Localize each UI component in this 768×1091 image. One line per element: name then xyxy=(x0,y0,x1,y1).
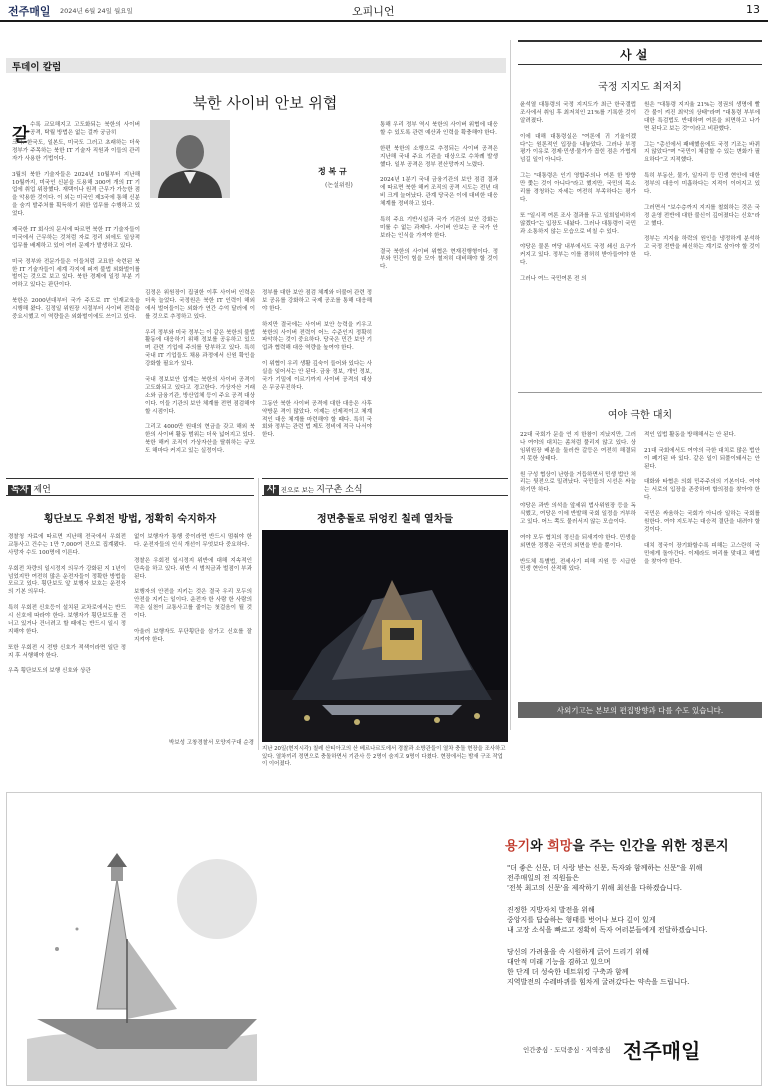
ad-paragraph-2 xyxy=(507,905,707,935)
reader-title: 횡단보도 우회전 방법, 정확히 숙지하자 xyxy=(43,514,217,525)
column-text-col1: 수록 교묘해지고 고도화되는 북한의 사이버 공격, 탁월 방법은 없는 걸까 궁금히 xyxy=(30,122,142,136)
photo-tag-mid: 진으로 보는 xyxy=(280,486,317,494)
ad-p2-line: 진정한 지방자치 발전을 위해 xyxy=(507,906,595,914)
editorial-tag-rule xyxy=(518,64,762,65)
ad-headline xyxy=(505,835,729,854)
ad-logo: 전주매일 xyxy=(623,1039,701,1063)
news-photo xyxy=(262,530,508,742)
column-tag-box xyxy=(6,58,506,73)
editorial-2-title: 여야 극한 대치 xyxy=(607,410,673,421)
editorial-1-col2: 원은 "대통령 지지율 21%는 정권의 생명에 빨간 불이 켜진 최악의 상태"라며 "대통령 부부에 대한 특검법도 반대하며 여론을 외면하고 나가면 된다고 보는 것"이라고 비판했다. 그는 "총선에서 패배했음에도 국정 기조는 바뀌지 않았다"며 "국민이 체감할 수 있는 변화가 필요하다"고 지적했다. 특히 부동산, 물가, 일자리 등 민생 현안에 대한 정부의 대응이 미흡하다는 지적이 이어지고 있다. 그러면서 "보수층까지 지지를 철회하는 것은 국정 운영 전반에 대한 불신이 깊어졌다는 신호"라고 했다. 정부는 지지율 하락의 원인을 냉정하게 분석하고 국정 전반을 쇄신하는 계기로 삼아야 할 것이다. xyxy=(644,102,760,259)
ad-p2-line: 중앙지를 답습하는 형태를 벗어나 보다 깊이 있게 xyxy=(507,916,656,924)
ad-illustration xyxy=(17,809,267,1081)
author-photo xyxy=(150,120,230,198)
issue-date: 2024년 6월 24일 월요일 xyxy=(60,7,133,15)
column-dropcap: 갈 xyxy=(12,125,30,146)
photo-caption-line2: 현장에서는 밤새 구조 작업이 이어졌다. xyxy=(262,753,503,767)
editorial-top-rule xyxy=(518,40,762,42)
header-rule xyxy=(0,20,768,22)
train-crash-image xyxy=(262,530,508,742)
reader-tag-rule xyxy=(6,495,254,496)
ad-p1-line: 전주매일의 전 직원들은 xyxy=(507,874,580,882)
photo-top-rule xyxy=(262,478,508,479)
ad-p1-line: "더 좋은 신문, 더 사랑 받는 신문, 독자와 함께하는 신문"을 위해 xyxy=(507,864,703,872)
house-ad-frame xyxy=(6,792,762,1086)
photo-tag-rest: 지구촌 소식 xyxy=(316,485,363,495)
column-text-col2: 김정은 위원장이 집권한 이후 사이버 인력은 더욱 늘었다. 국정원은 북한 IT 인력이 해외에서 벌어들이는 외화가 연간 수억 달러에 이를 것으로 추정하고 있다. 우리 정부와 미국 정부는 이 같은 북한의 불법 활동에 대응하기 위해 정보를 공유하고 있으며 관련 기업에 주의를 당부하고 있다. 특히 국내 IT 기업들도 채용 과정에서 신원 확인을 강화할 필요가 있다. 국내 정보보안 업계는 북한의 사이버 공격이 고도화되고 있다고 경고한다. 가상자산 거래소와 금융기관, 방산업체 등이 주요 공격 대상이다. 이들 기관의 보안 체계를 전면 점검해야 할 시점이다. 그리고 4000만 원대의 현금을 갖고 해외 북한의 사이버 활동 범위는 더욱 넓어지고 있다. 북한 해커 조직이 가상자산을 탈취하는 규모도 해마다 커지고 있는 실정이다. xyxy=(145,290,255,455)
author-name: 정 복 규 xyxy=(318,167,347,176)
reader-top-rule xyxy=(6,478,254,479)
column-text-col1b: 크다. 한국도, 일본도, 미국도 그러고 초래하는 더욱 정부가 주목하는 북한 IT 기술자 직원과 이들의 관리자가 사용한 기법이다. 3월의 북한 기술자들은 2024년 10월부터 지난해 10월까지, 미국인 신분을 도용해 300여 개의 IT 기업에 취업 위장했다. 재택이나 원격 근무가 가능한 점을 악용한 것이다. 이 외는 미국인 제3국에 통해 신분을 숨겨 발주처를 획득하기 위한 업무를 수행하고 있었다. 제국한 IT 회사의 문서에 따르면 북한 IT 기술자들이 미국에서 근무하는 것처럼 자료 정리 외에도 일상적 업무를 배제하고 있어 여러 문제가 발생하고 있다. 미국 정부와 전문가들은 이들처럼 교묘한 숙련된 북한 IT 기술자들이 세계 각지에 퍼져 불법 외화벌이를 벌이는 것으로 보고 있다. 북한 경제에 일정 부분 기여하고 있다는 판단이다. 북한은 2000년대부터 국가 주도로 IT 인재교육을 시행해 왔다. 김정일 위원장 시절부터 사이버 전력을 중요시했고 이 역량들은 외화벌이에도 쓰이고 있다. xyxy=(12,140,140,320)
photo-caption xyxy=(262,746,508,769)
column-divider xyxy=(510,40,511,730)
photo-caption-line1: 지난 20일(현지시각) 칠레 산티아고의 산 베르나르도에서 경찰과 소방관들이 열차 충돌 현장을 조사하고 있다. 열차끼리 정면으로 충돌하면서 기관사 등 2명이 숨지고 9명이 다쳤다. xyxy=(262,746,506,760)
column-title: 북한 사이버 안보 위협 xyxy=(192,94,338,112)
editorial-1-title: 국정 지지도 최저치 xyxy=(598,82,682,93)
ad-p3-line: 지역발전의 수레바퀴를 힘차게 굴려갔다는 약속을 드립니다. xyxy=(507,978,690,986)
photo-tag-rule xyxy=(262,495,508,496)
editorial-tag: 사 설 xyxy=(620,48,648,62)
ad-p3-line: 대안적 미래 기능을 겸하고 있으며 xyxy=(507,958,611,966)
photo-title: 정면충돌로 뒤엉킨 칠레 열차들 xyxy=(316,514,454,525)
editorial-divider xyxy=(518,392,762,393)
ad-p3-line: 한 단계 더 성숙한 네트워킹 구축과 함께 xyxy=(507,968,629,976)
author-portrait-icon xyxy=(150,120,230,198)
editorial-2-col2: 적인 입법 활동을 방해해서는 안 된다. 21대 국회에서도 여야의 극한 대치로 많은 법안이 폐기된 바 있다. 같은 일이 되풀이돼서는 안 된다. 대화와 타협은 의회 민주주의의 기본이다. 여야는 서로의 입장을 존중하며 합의점을 찾아야 한다. 국민은 싸움하는 국회가 아니라 일하는 국회를 원한다. 여야 지도부는 대승적 결단을 내려야 할 것이다. 대치 정국이 장기화할수록 피해는 고스란히 국민에게 돌아간다. 이제라도 머리를 맞대고 해법을 찾아야 한다. xyxy=(644,432,760,565)
editorial-2-col1: 22대 국회가 문을 연 지 한참이 지났지만, 그러나 여야의 대치는 좀처럼 풀리지 않고 있다. 상임위원장 배분을 둘러싼 갈등은 여전히 해결되지 못한 상태다. 원 구성 협상이 난항을 거듭하면서 민생 법안 처리는 뒷전으로 밀려났다. 국민들의 시선은 싸늘하기만 하다. 야당은 과반 의석을 앞세워 법사위원장 등을 독식했고, 여당은 이에 반발해 국회 일정을 거부하고 있다. 어느 쪽도 물러서지 않는 모습이다. 여야 모두 협치의 정신을 되새겨야 한다. 민생을 외면한 정쟁은 국민의 외면을 받을 뿐이다. 반도체 특별법, 전세사기 피해 지원 등 시급한 민생 현안이 산적해 있다. xyxy=(520,432,636,573)
reader-tag xyxy=(8,482,51,495)
photo-tag xyxy=(264,482,363,495)
ad-headline-and: 와 xyxy=(530,839,548,854)
ad-headline-courage: 용기 xyxy=(505,839,531,854)
photo-tag-highlight: 사 xyxy=(264,485,279,495)
masthead-brand: 전주매일 xyxy=(8,5,51,18)
page-number: 13 xyxy=(746,3,760,16)
column-tag: 투데이 칼럼 xyxy=(12,62,62,73)
reader-tag-rest: 제언 xyxy=(33,485,51,495)
ad-paragraph-1 xyxy=(507,863,702,893)
ad-p3-line: 당신의 가려움을 속 시원하게 긁어 드리기 위해 xyxy=(507,948,649,956)
reader-col2: 없이 보행자가 통행 중이라면 반드시 멈춰야 한다. 운전자들의 인식 개선이 무엇보다 중요하다. 경찰은 우회전 일시정지 위반에 대해 지속적인 단속을 하고 있다. 위반 시 범칙금과 벌점이 부과된다. 보행자의 안전을 지키는 것은 결국 우리 모두의 안전을 지키는 일이다. 운전자 한 사람 한 사람의 작은 실천이 교통사고를 줄이는 첫걸음이 될 것이다. 아울러 보행자도 무단횡단을 삼가고 신호를 잘 지켜야 한다. xyxy=(134,534,252,643)
column-text-col4: 통해 우리 정부 역시 북한의 사이버 위협에 대응할 수 있도록 관련 예산과 인력을 확충해야 한다. 한편 북한의 소행으로 추정되는 사이버 공격은 지난해 국내 주요 기관을 대상으로 수차례 발생했다. 일부 공격은 정부 전산망까지 노렸다. 2024년 1분기 국내 금융기관의 보안 점검 결과에 따르면 북한 해커 조직의 공격 시도는 전년 대비 크게 늘어났다. 관계 당국은 이에 대비한 대응 체계를 정비하고 있다. 특히 주요 기반시설과 국가 기관의 보안 강화는 미룰 수 없는 과제다. 사이버 안보는 곧 국가 안보라는 인식을 가져야 한다. 결국 북한의 사이버 위협은 현재진행형이다. 정부와 민간이 힘을 모아 철저히 대비해야 할 것이다. xyxy=(380,122,498,271)
disclaimer-text: 사외기고는 본보의 편집방향과 다를 수도 있습니다. xyxy=(556,706,724,715)
ad-paragraph-3 xyxy=(507,947,689,987)
column-text-col3: 정부를 대한 보안 점검 체계와 더불어 관련 정보 공유를 강화하고 국제 공조를 통해 대응해야 한다. 하지만 결국에는 사이버 보안 능력을 키우고 북한의 사이버 전력이 어느 수준인지 정확히 파악하는 것이 중요하다. 당국은 민간 보안 기업과 협력해 대응 역량을 높여야 한다. 이 위협이 우리 생활 깊숙이 들어와 있다는 사실을 잊어서는 안 된다. 금융 정보, 개인 정보, 국가 기밀에 이르기까지 사이버 공격의 대상은 무궁무진하다. 그동안 북한 사이버 공격에 대한 대응은 사후 약방문 격이 많았다. 이제는 선제적이고 체계적인 대응 체계를 마련해야 할 때다. 특히 국회와 정부는 관련 법 제도 정비에 적극 나서야 한다. xyxy=(262,290,372,439)
ad-headline-hope: 희망 xyxy=(547,839,573,854)
ad-headline-rest: 을 주는 인간을 위한 정론지 xyxy=(572,839,729,854)
reader-col1: 경찰청 자료에 따르면 지난해 전국에서 우회전 교통사고 건수는 1만 7,000여 건으로 집계됐다. 사망자 수도 100명에 이른다. 우회전 차량의 일시정지 의무가 강화된 지 1년이 넘었지만 여전히 많은 운전자들이 정확한 방법을 모르고 있다. 횡단보도 앞 보행자 보호는 운전자의 기본 의무다. 특히 우회전 신호등이 설치된 교차로에서는 반드시 신호에 따라야 한다. 보행자가 횡단보도를 건너고 있거나 건너려고 할 때에는 반드시 일시 정지해야 한다. 또한 우회전 시 전방 신호가 적색이라면 일단 정지 후 서행해야 한다. 우측 횡단보도의 보행 신호와 상관 xyxy=(8,534,126,675)
reader-photo-divider xyxy=(258,478,259,750)
editorial-1-col1: 윤석열 대통령의 국정 지지도가 최근 한국갤럽 조사에서 취임 후 최저치인 21%를 기록한 것이 알려졌다. 이에 대해 대통령실은 "여론에 귀 기울이겠다"는 원론적인 입장을 내놓았다. 그러나 부정 평가 이유로 경제·민생·물가가 꼽힌 점은 가볍게 넘길 일이 아니다. 그는 "대통령은 인기 영합주의나 여론 한 방향 만 쫓는 것이 아니다"라고 했지만, 국민의 목소리를 경청하는 자세는 여전히 부족하다는 평가다. 또 "일시적 여론 조사 결과를 두고 일희일비하지 않겠다"는 입장도 내놨다. 그러나 대통령이 국민과 소통하지 않는 모습으로 비칠 수 있다. 야당은 물론 여당 내부에서도 국정 쇄신 요구가 커지고 있다. 정부는 이를 겸허히 받아들여야 한다. 그러나 여느 국민여론 전 의 xyxy=(520,102,636,282)
reader-tag-highlight: 독자 xyxy=(8,485,31,495)
section-name: 오피니언 xyxy=(352,5,395,18)
ad-p1-line: '전북 최고의 신문'을 제작하기 위해 최선을 다하겠습니다. xyxy=(507,884,682,892)
ad-p2-line: 내 고장 소식을 빠르고 정확히 독자 여러분들에게 전달하겠습니다. xyxy=(507,926,708,934)
ad-slogan: 인간중심 · 도덕중심 · 지역중심 xyxy=(523,1046,611,1054)
reader-byline: 박보성 고창경찰서 모양지구대 순경 xyxy=(169,740,254,746)
lighthouse-ship-icon xyxy=(17,809,267,1081)
author-role: (논설위원) xyxy=(325,182,353,189)
